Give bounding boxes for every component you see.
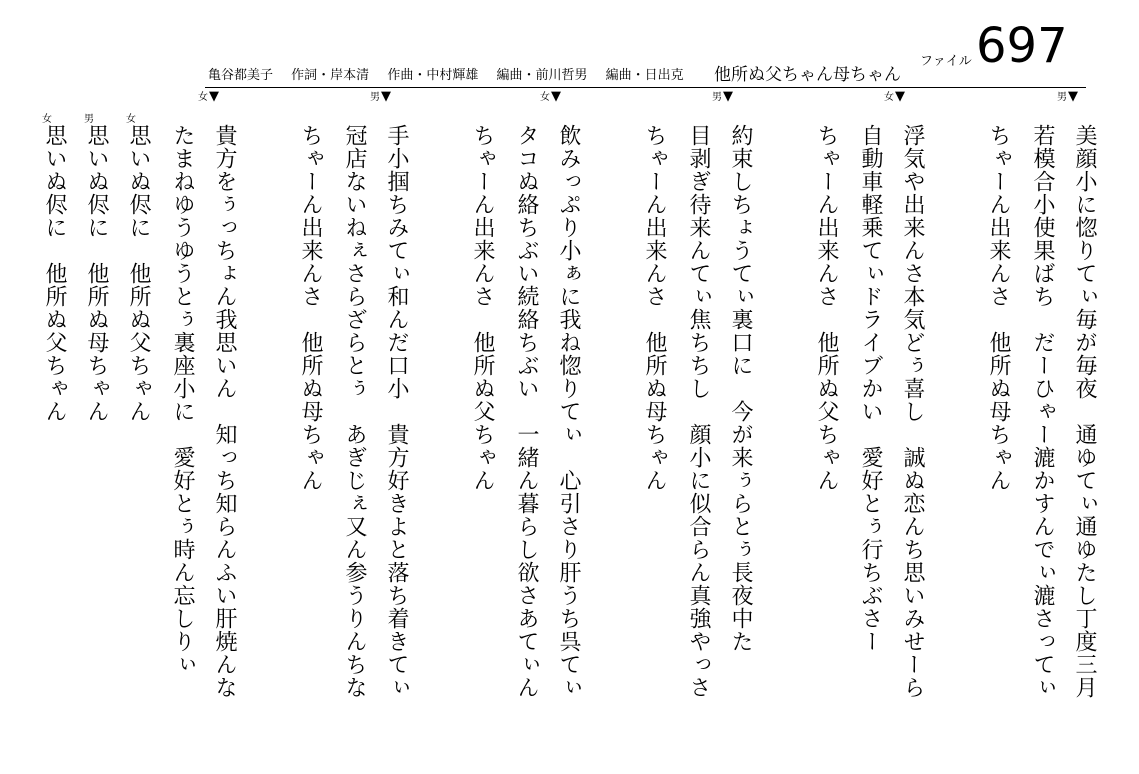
lyric-line: 冠店ないねぇさらざらとぅ あぎじぇ又ん参うりんちな: [342, 124, 367, 699]
composer-credit: 作曲・中村輝雄: [387, 68, 479, 83]
lyric-line: ちゃーん出来んさ 他所ぬ母ちゃん: [298, 124, 323, 492]
lyric-line: 飲みっぷり小ぁに我ね惚りてぃ 心引さり肝うち呉てぃ: [556, 124, 581, 699]
arranger-credit-1: 編曲・前川哲男: [496, 68, 588, 83]
section-marker: 女▼: [198, 89, 219, 104]
lyric-line: 思いぬ侭に 他所ぬ母ちゃん: [84, 124, 109, 423]
file-number: 697: [976, 18, 1068, 74]
lyric-line: 貴方をぅっちょん我思いん 知っち知らんふい肝焼んな: [212, 124, 237, 699]
lyric-line: 思いぬ侭に 他所ぬ父ちゃん: [42, 124, 67, 423]
arranger-credit-2: 編曲・日出克: [605, 68, 684, 83]
lyricist-credit: 作詞・岸本清: [291, 68, 370, 83]
lyric-line: ちゃーん出来んさ 他所ぬ父ちゃん: [814, 124, 839, 492]
triangle-down-icon: ▼: [551, 89, 561, 104]
song-title: 他所ぬ父ちゃん母ちゃん: [714, 65, 901, 85]
lyric-line: 浮気や出来んさ本気どぅ喜し 誠ぬ恋んち思いみせーら: [900, 124, 925, 699]
triangle-down-icon: ▼: [209, 89, 219, 104]
lyric-line: ちゃーん出来んさ 他所ぬ父ちゃん: [470, 124, 495, 492]
header-rule: [205, 87, 1086, 88]
gender-label: 男: [84, 114, 94, 125]
lyric-line: たまねゆうゆうとぅ裏座小に 愛好とぅ時ん忘しりぃ: [170, 124, 195, 676]
gender-label: 女: [42, 114, 52, 125]
section-marker: 女▼: [540, 89, 561, 104]
section-marker: 女▼: [884, 89, 905, 104]
section-marker: 男▼: [712, 89, 733, 104]
lyric-line: ちゃーん出来んさ 他所ぬ母ちゃん: [642, 124, 667, 492]
section-marker: 男▼: [370, 89, 391, 104]
section-marker: 男▼: [1057, 89, 1078, 104]
lyric-line: タコぬ絡ちぶい続絡ちぶい 一緒ん暮らし欲さあてぃん: [514, 124, 539, 699]
lyric-line: ちゃーん出来んさ 他所ぬ母ちゃん: [986, 124, 1011, 492]
lyric-line: 目剥ぎ待来んてぃ焦ちちし 顔小に似合らん真強やっさ: [686, 124, 711, 699]
lyric-line: 手小掴ちみてぃ和んだ口小 貴方好きよと落ち着きてぃ: [384, 124, 409, 699]
header-credits: [208, 64, 698, 83]
triangle-down-icon: ▼: [1068, 89, 1078, 104]
lyric-line: 約束しちょうてぃ裏口に 今が来ぅらとぅ長夜中た: [728, 124, 753, 653]
gender-label: 女: [126, 114, 136, 125]
file-label: ファイル: [920, 54, 972, 69]
singer-name: 亀谷都美子: [208, 68, 274, 83]
triangle-down-icon: ▼: [381, 89, 391, 104]
triangle-down-icon: ▼: [723, 89, 733, 104]
lyric-line: 思いぬ侭に 他所ぬ父ちゃん: [126, 124, 151, 423]
lyric-line: 美顔小に惚りてぃ毎が毎夜 通ゆてぃ通ゆたし丁度三月: [1072, 124, 1097, 699]
triangle-down-icon: ▼: [895, 89, 905, 104]
lyric-line: 自動車軽乗てぃドライブかい 愛好とぅ行ちぶさー: [858, 124, 883, 653]
lyric-line: 若模合小使果ばち だーひゃー漉かすんでぃ漉さってぃ: [1030, 124, 1055, 699]
